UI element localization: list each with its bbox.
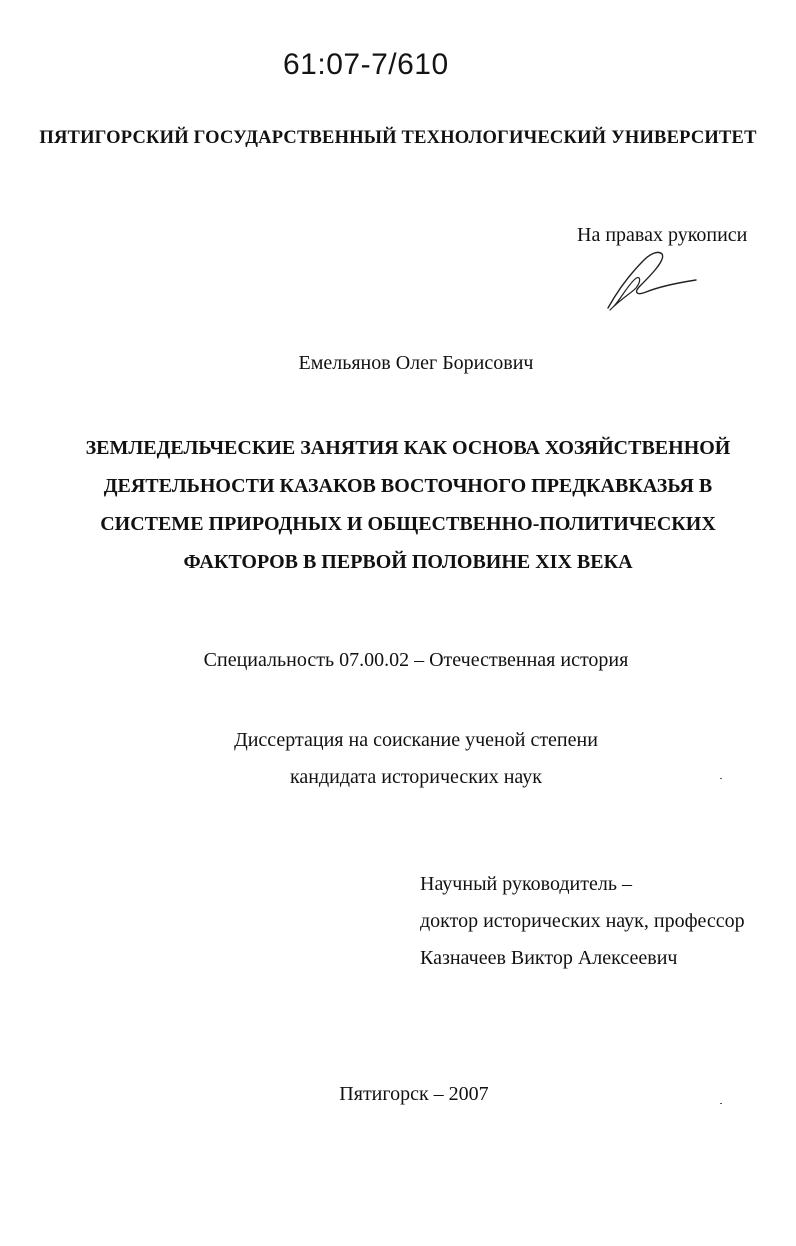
scan-speck xyxy=(720,778,722,779)
supervisor-line: Казначеев Виктор Алексеевич xyxy=(420,947,678,969)
city-year: Пятигорск – 2007 xyxy=(339,1083,489,1105)
author-name: Емельянов Олег Борисович xyxy=(298,352,534,374)
degree-line: кандидата исторических наук xyxy=(289,766,543,788)
title-line: СИСТЕМЕ ПРИРОДНЫХ И ОБЩЕСТВЕННО-ПОЛИТИЧЕСКИХ xyxy=(100,513,716,535)
supervisor-line: доктор исторических наук, профессор xyxy=(420,910,745,932)
supervisor-block xyxy=(420,866,745,977)
degree-statement xyxy=(0,722,796,796)
title-line: ДЕЯТЕЛЬНОСТИ КАЗАКОВ ВОСТОЧНОГО ПРЕДКАВКАЗЬЯ В xyxy=(103,475,713,497)
signature-icon xyxy=(600,246,710,316)
specialty: Специальность 07.00.02 – Отечественная история xyxy=(203,649,629,671)
dissertation-title xyxy=(0,429,796,581)
supervisor-line: Научный руководитель – xyxy=(420,873,632,895)
scan-speck xyxy=(720,1103,722,1104)
title-line: ЗЕМЛЕДЕЛЬЧЕСКИЕ ЗАНЯТИЯ КАК ОСНОВА ХОЗЯЙСТВЕННОЙ xyxy=(85,437,731,459)
degree-line: Диссертация на соискание ученой степени xyxy=(234,729,598,751)
university-name: ПЯТИГОРСКИЙ ГОСУДАРСТВЕННЫЙ ТЕХНОЛОГИЧЕСКИЙ УНИВЕРСИТЕТ xyxy=(39,128,757,148)
title-line: ФАКТОРОВ В ПЕРВОЙ ПОЛОВИНЕ XIX ВЕКА xyxy=(183,551,633,573)
archive-stamp-number: 61:07-7/610 xyxy=(283,48,449,81)
manuscript-note: На правах рукописи xyxy=(577,224,748,246)
